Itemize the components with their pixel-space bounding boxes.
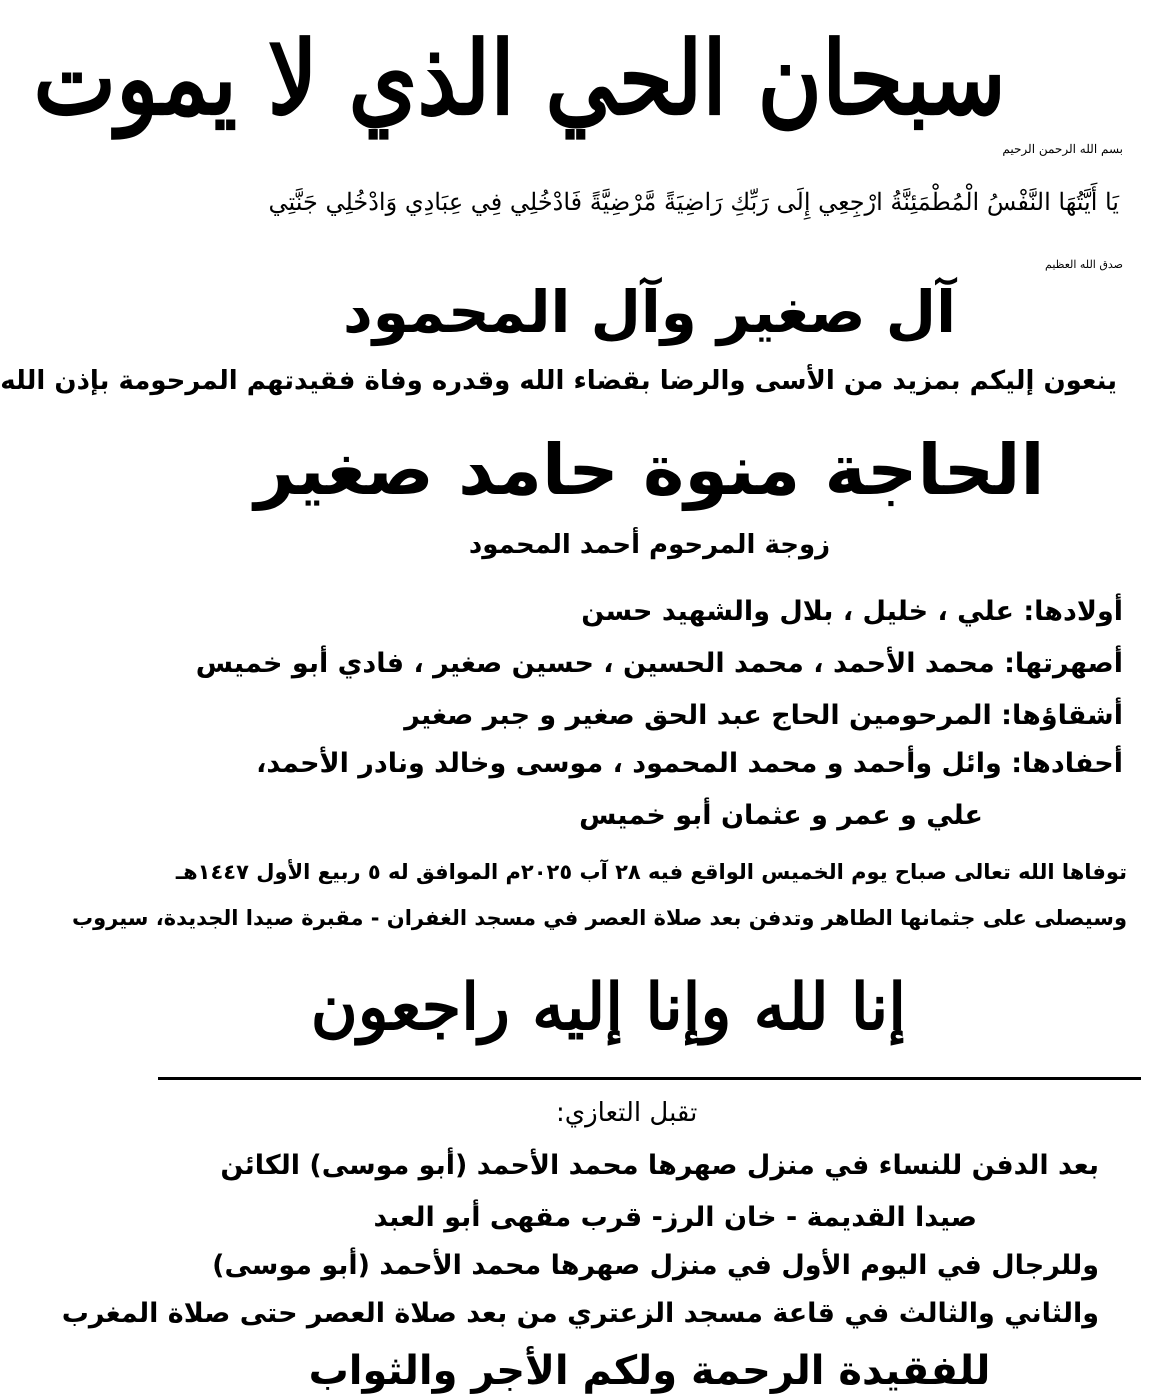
relatives-sons: أولادها: علي ، خليل ، بلال والشهيد حسن: [581, 596, 1123, 627]
verse-end: صدق الله العظيم: [1045, 258, 1123, 271]
relatives-grandchildren-2: علي و عمر و عثمان أبو خميس: [579, 800, 983, 831]
condolences-title: تقبل التعازي:: [556, 1098, 698, 1128]
quran-verse: يَا أَيَّتُهَا النَّفْسُ الْمُطْمَئِنَّةُ ارْجِعِي إِلَى رَبِّكِ رَاضِيَةً مَّرْضِيَّةً فَادْخُلِي فِي عِبَادِي وَادْخُلِي جَنَّتِي: [268, 188, 1119, 216]
condolences-line-3: وللرجال في اليوم الأول في منزل صهرها محمد الأحمد (أبو موسى): [212, 1250, 1099, 1281]
funeral-notice: وسيصلى على جثمانها الطاهر وتدفن بعد صلاة العصر في مسجد الغفران - مقبرة صيدا الجديدة، سيروب: [72, 906, 1127, 930]
families-heading: آل صغير وآل المحمود: [343, 278, 956, 346]
condolences-line-4: والثاني والثالث في قاعة مسجد الزعتري من بعد صلاة العصر حتى صلاة المغرب: [61, 1298, 1099, 1329]
relatives-grandchildren-1: أحفادها: وائل وأحمد و محمد المحمود ، موسى وخالد ونادر الأحمد،: [256, 748, 1123, 779]
section-divider: [158, 1077, 1141, 1080]
spouse-line: زوجة المرحوم أحمد المحمود: [468, 530, 831, 560]
deceased-name: الحاجة منوة حامد صغير: [254, 429, 1045, 511]
condolences-line-2: صيدا القديمة - خان الرز- قرب مقهى أبو العبد: [373, 1202, 977, 1233]
relatives-siblings: أشقاؤها: المرحومين الحاج عبد الحق صغير و جبر صغير: [404, 700, 1123, 731]
relatives-sons-in-law: أصهرتها: محمد الأحمد ، محمد الحسين ، حسين صغير ، فادي أبو خميس: [195, 648, 1123, 679]
basmala: بسم الله الرحمن الرحيم: [1002, 142, 1123, 156]
footer-calligraphy: إنا لله وإنا إليه راجعون: [310, 970, 906, 1045]
death-notice: توفاها الله تعالى صباح يوم الخميس الواقع فيه ٢٨ آب ٢٠٢٥م الموافق له ٥ ربيع الأول ١٤٤٧هـ: [175, 860, 1127, 884]
closing-line: للفقيدة الرحمة ولكم الأجر والثواب: [308, 1348, 991, 1394]
announcement: ينعون إليكم بمزيد من الأسى والرضا بقضاء الله وقدره وفاة فقيدتهم المرحومة بإذن الله: [0, 366, 1117, 396]
header-calligraphy: سبحان الحي الذي لا يموت: [33, 18, 1006, 138]
condolences-line-1: بعد الدفن للنساء في منزل صهرها محمد الأحمد (أبو موسى) الكائن: [220, 1150, 1099, 1181]
